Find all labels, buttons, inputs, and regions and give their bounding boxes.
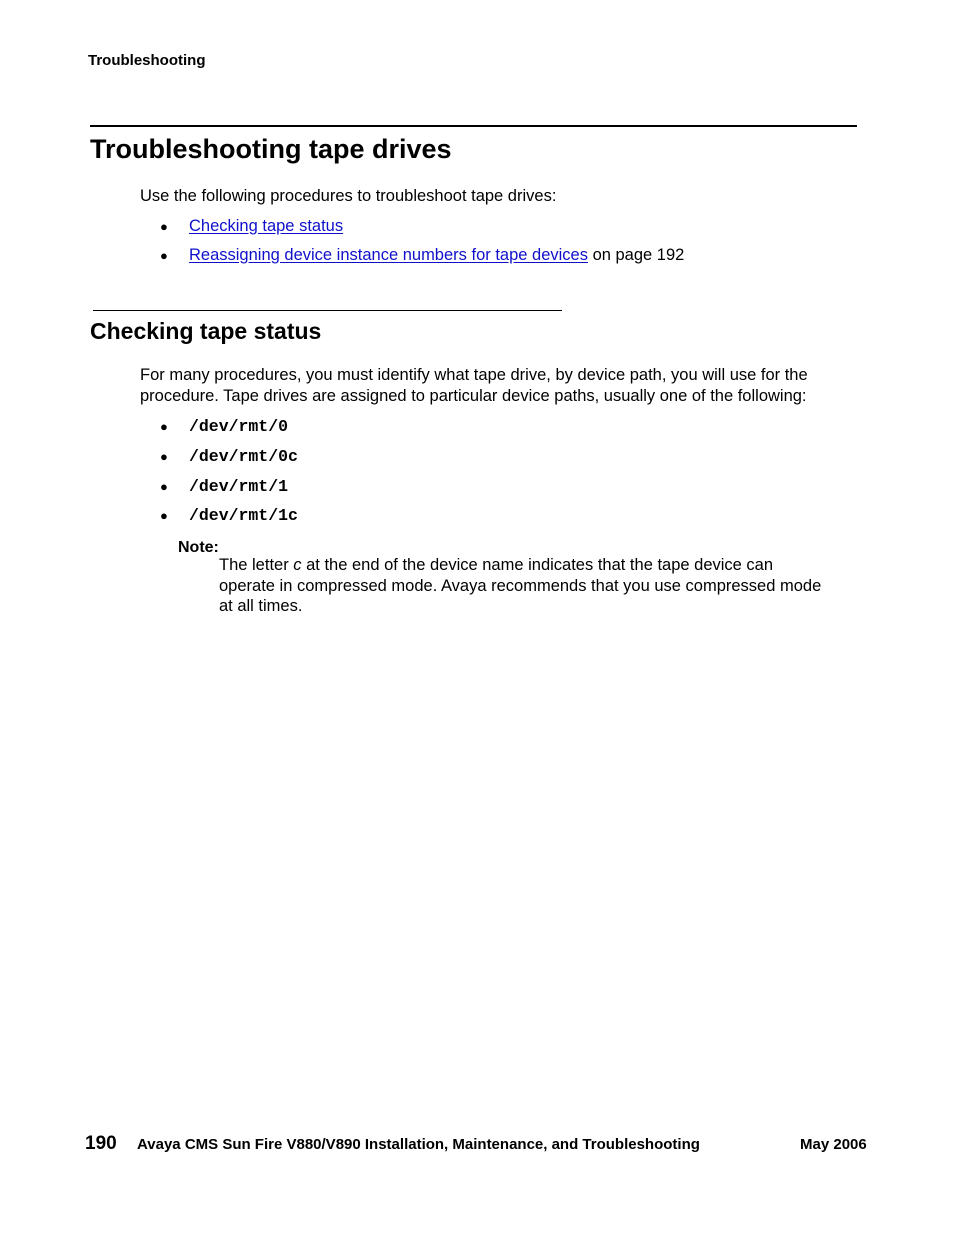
bullet-icon: ● bbox=[160, 218, 168, 234]
device-path: /dev/rmt/0c bbox=[189, 446, 298, 466]
paragraph-line: procedure. Tape drives are assigned to particular device paths, usually one of the following: bbox=[140, 387, 807, 405]
bullet-icon: ● bbox=[160, 448, 168, 464]
note-text-part: at the end of the device name indicates that the tape device can operate in compressed mode. Avaya recommends that you use compressed mode at all times. bbox=[219, 556, 822, 615]
running-header: Troubleshooting bbox=[88, 52, 206, 69]
bullet-icon: ● bbox=[160, 507, 168, 523]
bullet-icon: ● bbox=[160, 247, 168, 263]
device-path: /dev/rmt/1 bbox=[189, 476, 289, 496]
list-item bbox=[160, 244, 684, 266]
subheading-rule bbox=[93, 310, 562, 311]
link-checking-tape-status[interactable]: Checking tape status bbox=[189, 216, 344, 235]
device-path: /dev/rmt/1c bbox=[189, 505, 298, 525]
note-text-part: The letter bbox=[219, 556, 294, 574]
list-item bbox=[160, 504, 298, 526]
heading-rule bbox=[90, 125, 857, 127]
page-reference: on page 192 bbox=[587, 245, 685, 264]
subsection-heading: Checking tape status bbox=[90, 318, 322, 344]
intro-paragraph: Use the following procedures to troubleshoot tape drives: bbox=[140, 187, 557, 205]
list-item bbox=[160, 475, 288, 497]
device-path: /dev/rmt/0 bbox=[189, 416, 289, 436]
paragraph-line: For many procedures, you must identify what tape drive, by device path, you will use for the bbox=[140, 366, 808, 384]
list-item bbox=[160, 445, 298, 467]
footer-date: May 2006 bbox=[800, 1136, 867, 1153]
page-number: 190 bbox=[85, 1133, 117, 1154]
bullet-icon: ● bbox=[160, 478, 168, 494]
link-reassigning-device-instance-numbers[interactable]: Reassigning device instance numbers for tape devices bbox=[189, 245, 588, 264]
list-item bbox=[160, 415, 288, 437]
note-text bbox=[219, 555, 829, 617]
note-label: Note: bbox=[178, 539, 219, 556]
note-text-italic: c bbox=[293, 556, 302, 574]
bullet-icon: ● bbox=[160, 418, 168, 434]
section-heading: Troubleshooting tape drives bbox=[90, 134, 452, 164]
footer-book-title: Avaya CMS Sun Fire V880/V890 Installation, Maintenance, and Troubleshooting bbox=[137, 1136, 700, 1153]
paragraph bbox=[140, 365, 808, 407]
list-item bbox=[160, 215, 343, 237]
